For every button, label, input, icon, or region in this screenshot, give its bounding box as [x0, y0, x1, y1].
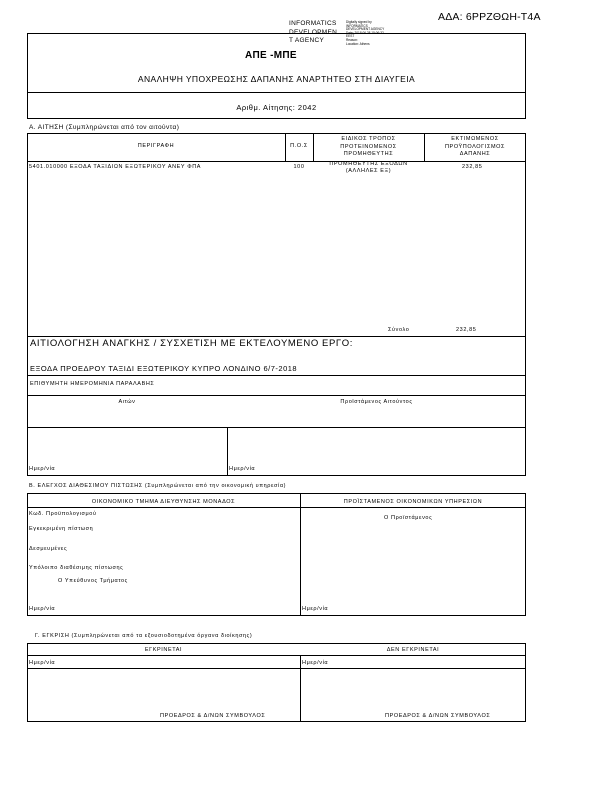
section-b-date-right: Ημερ/νία: [302, 606, 329, 612]
available-balance-label: Υπόλοιπο διαθέσιμης πίστωσης: [29, 565, 124, 571]
col-method-line: ΕΙΔΙΚΟΣ ΤΡΟΠΟΣ: [341, 136, 396, 142]
agency-name-line-2: DEVELOPMEN: [289, 28, 338, 36]
agency-name-line-1: INFORMATICS: [289, 20, 337, 27]
row-percent: 100: [293, 164, 305, 170]
head-label: Ο Προϊστάμενος: [384, 515, 433, 521]
col-cost-line: ΔΑΠΑΝΗΣ: [459, 151, 491, 157]
stamp-line: EEST: [346, 34, 355, 39]
approved-header: ΕΓΚΡΙΝΕΤΑΙ: [144, 647, 183, 653]
justification-box: [27, 336, 526, 476]
section-b-right-header: ΠΡΟΪΣΤΑΜΕΝΟΣ ΟΙΚΟΝΟΜΙΚΩΝ ΥΠΗΡΕΣΙΩΝ: [343, 499, 483, 505]
section-c-label: Γ. ΕΓΚΡΙΣΗ (Συμπληρώνεται από τα εξουσιοδοτημένα όργανα διοίκησης): [35, 633, 253, 639]
row-method: [313, 161, 424, 175]
applicant-label: Αιτών: [118, 399, 136, 405]
row-cost: 232,85: [462, 164, 483, 170]
col-method-line: ΠΡΟΤΕΙΝΟΜΕΝΟΣ: [340, 143, 397, 150]
section-b-left-header: ΟΙΚΟΝΟΜΙΚΟ ΤΜΗΜΑ ΔΙΕΥΘΥΝΣΗΣ ΜΟΝΑΔΟΣ: [91, 499, 236, 505]
section-a-label: Α. ΑΙΤΗΣΗ (Συμπληρώνεται από τον αιτούντα): [29, 124, 180, 131]
section-c-date-left: Ημερ/νία: [29, 660, 56, 666]
row-method-line: ΠΡΟΜΗΘΕΥΤΗΣ ΕΞΟΔΩΝ: [329, 161, 408, 167]
stamp-line: Location: Athens: [346, 41, 370, 46]
delivery-date-label: ΕΠΙΘΥΜΗΤΗ ΗΜΕΡΟΜΗΝΙΑ ΠΑΡΑΛΑΒΗΣ: [30, 381, 155, 387]
supervisor-date: Ημερ/νία: [229, 466, 256, 472]
signature-right: ΠΡΟΕΔΡΟΣ & Δ/ΝΩΝ ΣΥΜΒΟΥΛΟΣ: [385, 713, 491, 719]
request-number: Αριθμ. Αίτησης: 2042: [236, 103, 317, 112]
total-label: Σύνολο: [388, 327, 410, 333]
stamp-line: INFORMATICS: [346, 23, 368, 28]
justification-heading: ΑΙΤΙΟΛΟΓΗΣΗ ΑΝΑΓΚΗΣ / ΣΥΣΧΕΤΙΣΗ ΜΕ ΕΚΤΕΛΟΥΜΕΝΟ ΕΡΓΟ:: [30, 338, 353, 349]
approved-credit-label: Εγκεκριμένη πίστωση: [29, 526, 94, 532]
row-description: 5401.010000 ΕΞΟΔΑ ΤΑΞΙΔΙΩΝ ΕΞΩΤΕΡΙΚΟΥ ΑΝΕΥ ΦΠΑ: [29, 164, 202, 170]
committed-label: Δεσμευμένες: [29, 546, 68, 552]
section-b-label: Β. ΕΛΕΓΧΟΣ ΔΙΑΘΕΣΙΜΟΥ ΠΙΣΤΩΣΗΣ (Συμπληρώνεται από την οικονομική υπηρεσία): [29, 483, 287, 489]
not-approved-header: ΔΕΝ ΕΓΚΡΙΝΕΤΑΙ: [386, 647, 440, 653]
stamp-line: Date: 2018.06.28 15:06:32: [346, 30, 384, 35]
justification-text: ΕΞΟΔΑ ΠΡΟΕΔΡΟΥ ΤΑΞΙΔΙ ΕΞΩΤΕΡΙΚΟΥ ΚΥΠΡΟ ΛΟΝΔΙΝΟ 6/7-2018: [30, 364, 298, 373]
applicant-date: Ημερ/νία: [29, 466, 56, 472]
col-cost-line: ΠΡΟΫΠΟΛΟΓΙΣΜΟΣ: [444, 143, 505, 150]
stamp-line: Reason:: [346, 37, 358, 42]
org-name: ΑΠΕ -ΜΠΕ: [245, 50, 297, 61]
row-method-line: (ΑΛΛΗΛΕΣ ΕΞ): [345, 168, 392, 174]
section-b-box: [27, 493, 526, 616]
total-value: 232,85: [456, 327, 477, 333]
agency-name-line-3: T AGENCY: [289, 37, 325, 44]
col-cost-line: ΕΚΤΙΜΩΜΕΝΟΣ: [451, 136, 499, 142]
budget-code-label: Κωδ. Προϋπολογισμού: [29, 511, 97, 517]
supervisor-label: Προϊστάμενος Αιτούντος: [340, 399, 413, 405]
document-title: ΑΝΑΛΗΨΗ ΥΠΟΧΡΕΩΣΗΣ ΔΑΠΑΝΗΣ ΑΝΑΡΤΗΤΕΟ ΣΤΗ ΔΙΑΥΓΕΙΑ: [137, 74, 416, 84]
ada-code: ΑΔΑ: 6ΡΡΖΘΩΗ-Τ4Α: [438, 11, 541, 23]
department-responsible: Ο Υπεύθυνος Τμήματος: [58, 578, 128, 584]
col-method-line: ΠΡΟΜΗΘΕΥΤΗΣ: [343, 151, 394, 157]
stamp-line: Digitally signed by: [346, 20, 372, 24]
col-method-header: [313, 136, 424, 159]
col-cost-header: [424, 136, 526, 159]
section-b-date-left: Ημερ/νία: [29, 606, 56, 612]
col-percent-header: Π.Ο.Σ: [290, 143, 308, 149]
signature-left: ΠΡΟΕΔΡΟΣ & Δ/ΝΩΝ ΣΥΜΒΟΥΛΟΣ: [160, 713, 266, 719]
section-c-date-right: Ημερ/νία: [302, 660, 329, 666]
stamp-line: DEVELOPMENT AGENCY: [346, 27, 385, 32]
col-description-header: ΠΕΡΙΓΡΑΦΗ: [137, 143, 175, 149]
